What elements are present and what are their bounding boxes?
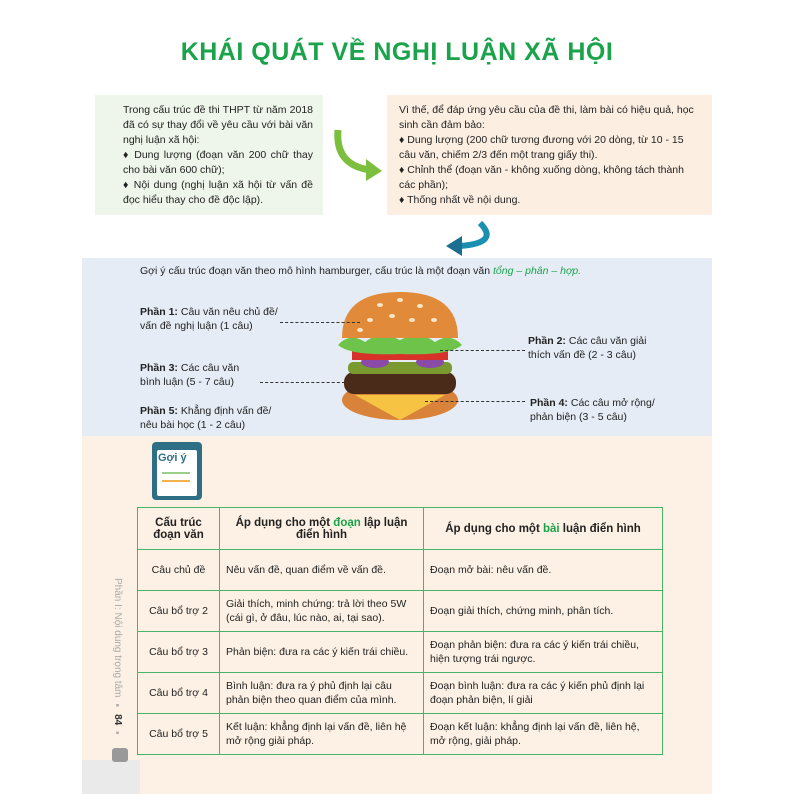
side-running-header: Phần I: Nội dung trọng tâm ▪ 84 ▪	[112, 578, 123, 739]
clipboard-icon	[152, 442, 202, 500]
part-4-label: Phần 4: Các câu mở rộng/ phản biện (3 - 5 câu)	[530, 397, 655, 423]
hamburger-intro	[140, 265, 581, 277]
cell: Câu bổ trợ 4	[138, 673, 220, 714]
cell: Nêu vấn đề, quan điểm về vấn đề.	[220, 550, 424, 591]
cell: Giải thích, minh chứng: trả lời theo 5W (cái gì, ở đâu, lúc nào, ai, tại sao).	[220, 591, 424, 632]
cell: Câu bổ trợ 5	[138, 714, 220, 755]
header-cell: Cấu trúc đoạn văn	[138, 508, 220, 550]
structure-table	[137, 507, 663, 755]
cell: Đoạn kết luận: khẳng định lại vấn đề, liên hệ, mở rộng, giải pháp.	[424, 714, 663, 755]
paragraph: Vì thế, để đáp ứng yêu cầu của đề thi, làm bài có hiệu quả, học sinh cần đảm bảo:	[399, 104, 694, 131]
cell: Bình luận: đưa ra ý phủ định lại câu phản biện theo quan điểm của mình.	[220, 673, 424, 714]
header-cell: Áp dụng cho một bài luận điển hình	[424, 508, 663, 550]
bullet: ♦ Nội dung (nghị luận xã hội từ vấn đề đọc hiểu thay cho đề độc lập).	[123, 179, 313, 206]
bullet: ♦ Chỉnh thể (đoạn văn - không xuống dòng, không tách thành các phần);	[399, 164, 684, 191]
intro-box-right	[387, 95, 712, 215]
part-3-label: Phần 3: Các câu văn bình luận (5 - 7 câu)	[140, 362, 240, 388]
bullet: ♦ Dung lượng (200 chữ tương đương với 20 dòng, từ 10 - 15 câu văn, chiếm 2/3 đến một trang giấy thi).	[399, 134, 684, 161]
table-row	[138, 550, 663, 591]
cell: Đoạn bình luận: đưa ra các ý kiến phủ định lại đoạn phản biện, lí giải	[424, 673, 663, 714]
table-row	[138, 591, 663, 632]
paragraph: Trong cấu trúc đề thi THPT từ năm 2018 đã có sự thay đổi về yêu cầu với bài văn nghị luận xã hội:	[123, 104, 313, 146]
intro-emphasis: tổng – phân – hợp.	[493, 265, 582, 277]
part-1-label: Phần 1: Câu văn nêu chủ đề/ vấn đề nghị luận (1 câu)	[140, 306, 278, 332]
header-cell: Áp dụng cho một đoạn lập luận điển hình	[220, 508, 424, 550]
page-title: KHÁI QUÁT VỀ NGHỊ LUẬN XÃ HỘI	[180, 38, 614, 66]
cell: Kết luận: khẳng định lại vấn đề, liên hệ mở rộng giải pháp.	[220, 714, 424, 755]
leader-line	[425, 401, 525, 402]
intro-box-left	[95, 95, 323, 215]
intro-text: Gợi ý cấu trúc đoạn văn theo mô hình hamburger, cấu trúc là một đoạn văn	[140, 265, 494, 277]
bullet: ♦ Dung lượng (đoạn văn 200 chữ thay cho bài văn 600 chữ);	[123, 149, 313, 176]
cell: Câu chủ đề	[138, 550, 220, 591]
leader-line	[280, 322, 360, 323]
curved-arrow-icon	[330, 125, 385, 185]
part-2-label: Phần 2: Các câu văn giải thích vấn đề (2 - 3 câu)	[528, 335, 647, 361]
part-5-label: Phần 5: Khẳng định vấn đề/ nêu bài học (1 - 2 câu)	[140, 405, 272, 431]
leader-line	[260, 382, 345, 383]
table-row	[138, 632, 663, 673]
table-row	[138, 714, 663, 755]
table-header	[138, 508, 663, 550]
cell: Phản biện: đưa ra các ý kiến trái chiều.	[220, 632, 424, 673]
leader-line	[440, 350, 525, 351]
hamburger-illustration	[330, 290, 470, 430]
cell: Đoạn mở bài: nêu vấn đề.	[424, 550, 663, 591]
cell: Câu bổ trợ 2	[138, 591, 220, 632]
cell: Đoạn phản biện: đưa ra các ý kiến trái chiều, hiện tượng trái ngược.	[424, 632, 663, 673]
bullet: ♦ Thống nhất về nội dung.	[399, 194, 521, 206]
margin-strip	[82, 760, 140, 794]
hint-label: Gợi ý	[158, 452, 187, 464]
page-number: 84	[112, 714, 123, 726]
table-row	[138, 673, 663, 714]
page-tab-marker	[112, 748, 128, 762]
cell: Đoạn giải thích, chứng minh, phân tích.	[424, 591, 663, 632]
cell: Câu bổ trợ 3	[138, 632, 220, 673]
return-arrow-icon	[440, 218, 500, 258]
